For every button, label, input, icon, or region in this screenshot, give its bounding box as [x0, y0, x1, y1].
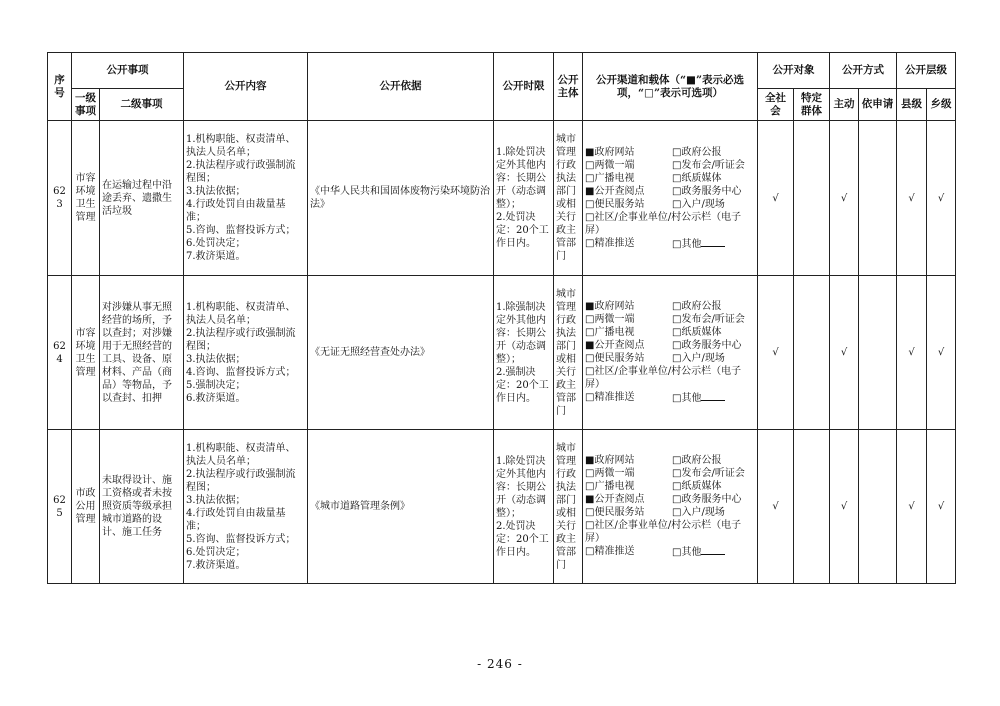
- row-channels: [583, 121, 758, 276]
- channel-item: □精准推送: [585, 237, 635, 249]
- channel-item: □两微一端: [585, 159, 635, 171]
- row-subject: 城市管理行政执法部门或相关行政主管部门: [554, 430, 583, 584]
- channel-item: □社区/企事业单位/村公示栏（电子屏）: [585, 520, 742, 544]
- row-basis: 《城市道路管理条例》: [308, 430, 494, 584]
- header-content: 公开内容: [184, 53, 308, 121]
- table-row: [48, 121, 956, 276]
- row-basis: 《中华人民共和国固体废物污染环境防治法》: [308, 121, 494, 276]
- header-target-specific: 特定群体: [794, 89, 830, 121]
- channel-item: □广播电视: [585, 327, 635, 338]
- channel-other: □其他: [672, 237, 755, 251]
- channel-item: ■公开查阅点: [585, 340, 645, 351]
- channel-item: ■政府网站: [585, 301, 635, 312]
- header-level-county: 县级: [897, 89, 927, 121]
- target-specific-check: [794, 121, 830, 276]
- row-level1: 市容环境卫生管理: [72, 121, 100, 276]
- header-item-group: 公开事项: [72, 53, 184, 89]
- channel-item: □政府公报: [672, 301, 722, 312]
- target-all-check: √: [758, 121, 794, 276]
- channel-item: □发布会/听证会: [672, 468, 745, 479]
- level-county-check: √: [897, 276, 927, 430]
- row-time: 1.除处罚决定外其他内容：长期公开（动态调整）； 2.处罚决定：20个工作日内。: [494, 121, 554, 276]
- header-subject: 公开主体: [554, 53, 583, 121]
- channel-item: □发布会/听证会: [672, 159, 745, 171]
- row-channels: [583, 430, 758, 584]
- header-level-township: 乡级: [927, 89, 956, 121]
- channel-item: □入户/现场: [672, 507, 725, 518]
- channel-other: □其他: [672, 545, 755, 559]
- channel-item: ■公开查阅点: [585, 494, 645, 505]
- channel-item: ■政府网站: [585, 146, 635, 158]
- level-county-check: √: [897, 430, 927, 584]
- channel-item: □入户/现场: [672, 353, 725, 364]
- header-channel: 公开渠道和载体（“■”表示必选项，“□”表示可选项）: [583, 53, 758, 121]
- page-number: - 246 -: [477, 657, 523, 671]
- level-township-check: √: [927, 430, 956, 584]
- header-level1: 一级事项: [72, 89, 100, 121]
- row-content: 1.机构职能、权责清单、执法人员名单； 2.执法程序或行政强制流程图； 3.执法依据； 4.咨询、监督投诉方式； 5.强制决定； 6.救济渠道。: [184, 276, 308, 430]
- header-method-request: 依申请: [859, 89, 897, 121]
- channel-item: □两微一端: [585, 468, 635, 479]
- channel-item: □社区/企事业单位/村公示栏（电子屏）: [585, 366, 742, 390]
- channel-item: □政务服务中心: [672, 340, 742, 351]
- channel-item: □发布会/听证会: [672, 314, 745, 325]
- channel-item: □政府公报: [672, 455, 722, 466]
- disclosure-table: [47, 52, 956, 584]
- row-level2: 未取得设计、施工资格或者未按照资质等级承担城市道路的设计、施工任务: [100, 430, 184, 584]
- channel-item: □社区/企事业单位/村公示栏（电子屏）: [585, 211, 742, 236]
- level-county-check: √: [897, 121, 927, 276]
- header-method-group: 公开方式: [830, 53, 897, 89]
- channel-item: □精准推送: [585, 546, 635, 557]
- channel-item: □政务服务中心: [672, 494, 742, 505]
- channel-item: □政务服务中心: [672, 185, 742, 197]
- channel-item: □纸质媒体: [672, 481, 722, 492]
- header-level2: 二级事项: [100, 89, 184, 121]
- target-specific-check: [794, 430, 830, 584]
- channel-item: □精准推送: [585, 392, 635, 403]
- row-content: 1.机构职能、权责清单、执法人员名单； 2.执法程序或行政强制流程图； 3.执法依据； 4.行政处罚自由裁量基准； 5.咨询、监督投诉方式； 6.处罚决定； 7.救济渠道。: [184, 430, 308, 584]
- channel-other: □其他: [672, 391, 755, 405]
- row-channels: [583, 276, 758, 430]
- row-content: 1.机构职能、权责清单、执法人员名单； 2.执法程序或行政强制流程图； 3.执法依据； 4.行政处罚自由裁量基准； 5.咨询、监督投诉方式； 6.处罚决定； 7.救济渠道。: [184, 121, 308, 276]
- header-time: 公开时限: [494, 53, 554, 121]
- row-seq: 624: [48, 276, 72, 430]
- method-active-check: √: [830, 430, 859, 584]
- row-level1: 市政公用管理: [72, 430, 100, 584]
- channel-item: □纸质媒体: [672, 172, 722, 184]
- header-target-all: 全社会: [758, 89, 794, 121]
- level-township-check: √: [927, 121, 956, 276]
- channel-item: □广播电视: [585, 481, 635, 492]
- row-subject: 城市管理行政执法部门或相关行政主管部门: [554, 276, 583, 430]
- row-seq: 623: [48, 121, 72, 276]
- channel-item: □便民服务站: [585, 353, 645, 364]
- header-seq: 序号: [48, 53, 72, 121]
- row-time: 1.除强制决定外其他内容：长期公开（动态调整）； 2.强制决定：20个工作日内。: [494, 276, 554, 430]
- channel-item: ■政府网站: [585, 455, 635, 466]
- header-target-group: 公开对象: [758, 53, 830, 89]
- row-level2: 在运输过程中沿途丢弃、遗撒生活垃圾: [100, 121, 184, 276]
- channel-item: □政府公报: [672, 146, 722, 158]
- header-basis: 公开依据: [308, 53, 494, 121]
- target-all-check: √: [758, 430, 794, 584]
- method-request-check: [859, 276, 897, 430]
- method-request-check: [859, 121, 897, 276]
- channel-item: □便民服务站: [585, 507, 645, 518]
- channel-item: □便民服务站: [585, 198, 645, 210]
- method-active-check: √: [830, 276, 859, 430]
- row-seq: 625: [48, 430, 72, 584]
- row-subject: 城市管理行政执法部门或相关行政主管部门: [554, 121, 583, 276]
- table-row: [48, 430, 956, 584]
- target-all-check: √: [758, 276, 794, 430]
- channel-item: ■公开查阅点: [585, 185, 645, 197]
- target-specific-check: [794, 276, 830, 430]
- channel-item: □广播电视: [585, 172, 635, 184]
- row-basis: 《无证无照经营查处办法》: [308, 276, 494, 430]
- table-row: [48, 276, 956, 430]
- row-level2: 对涉嫌从事无照经营的场所，予以查封；对涉嫌用于无照经营的工具、设备、原材料、产品（商品）等物品，予以查封、扣押: [100, 276, 184, 430]
- channel-item: □入户/现场: [672, 198, 725, 210]
- header-method-active: 主动: [830, 89, 859, 121]
- channel-item: □两微一端: [585, 314, 635, 325]
- method-request-check: [859, 430, 897, 584]
- channel-item: □纸质媒体: [672, 327, 722, 338]
- row-level1: 市容环境卫生管理: [72, 276, 100, 430]
- method-active-check: √: [830, 121, 859, 276]
- row-time: 1.除处罚决定外其他内容：长期公开（动态调整）； 2.处罚决定：20个工作日内。: [494, 430, 554, 584]
- header-level-group: 公开层级: [897, 53, 956, 89]
- level-township-check: √: [927, 276, 956, 430]
